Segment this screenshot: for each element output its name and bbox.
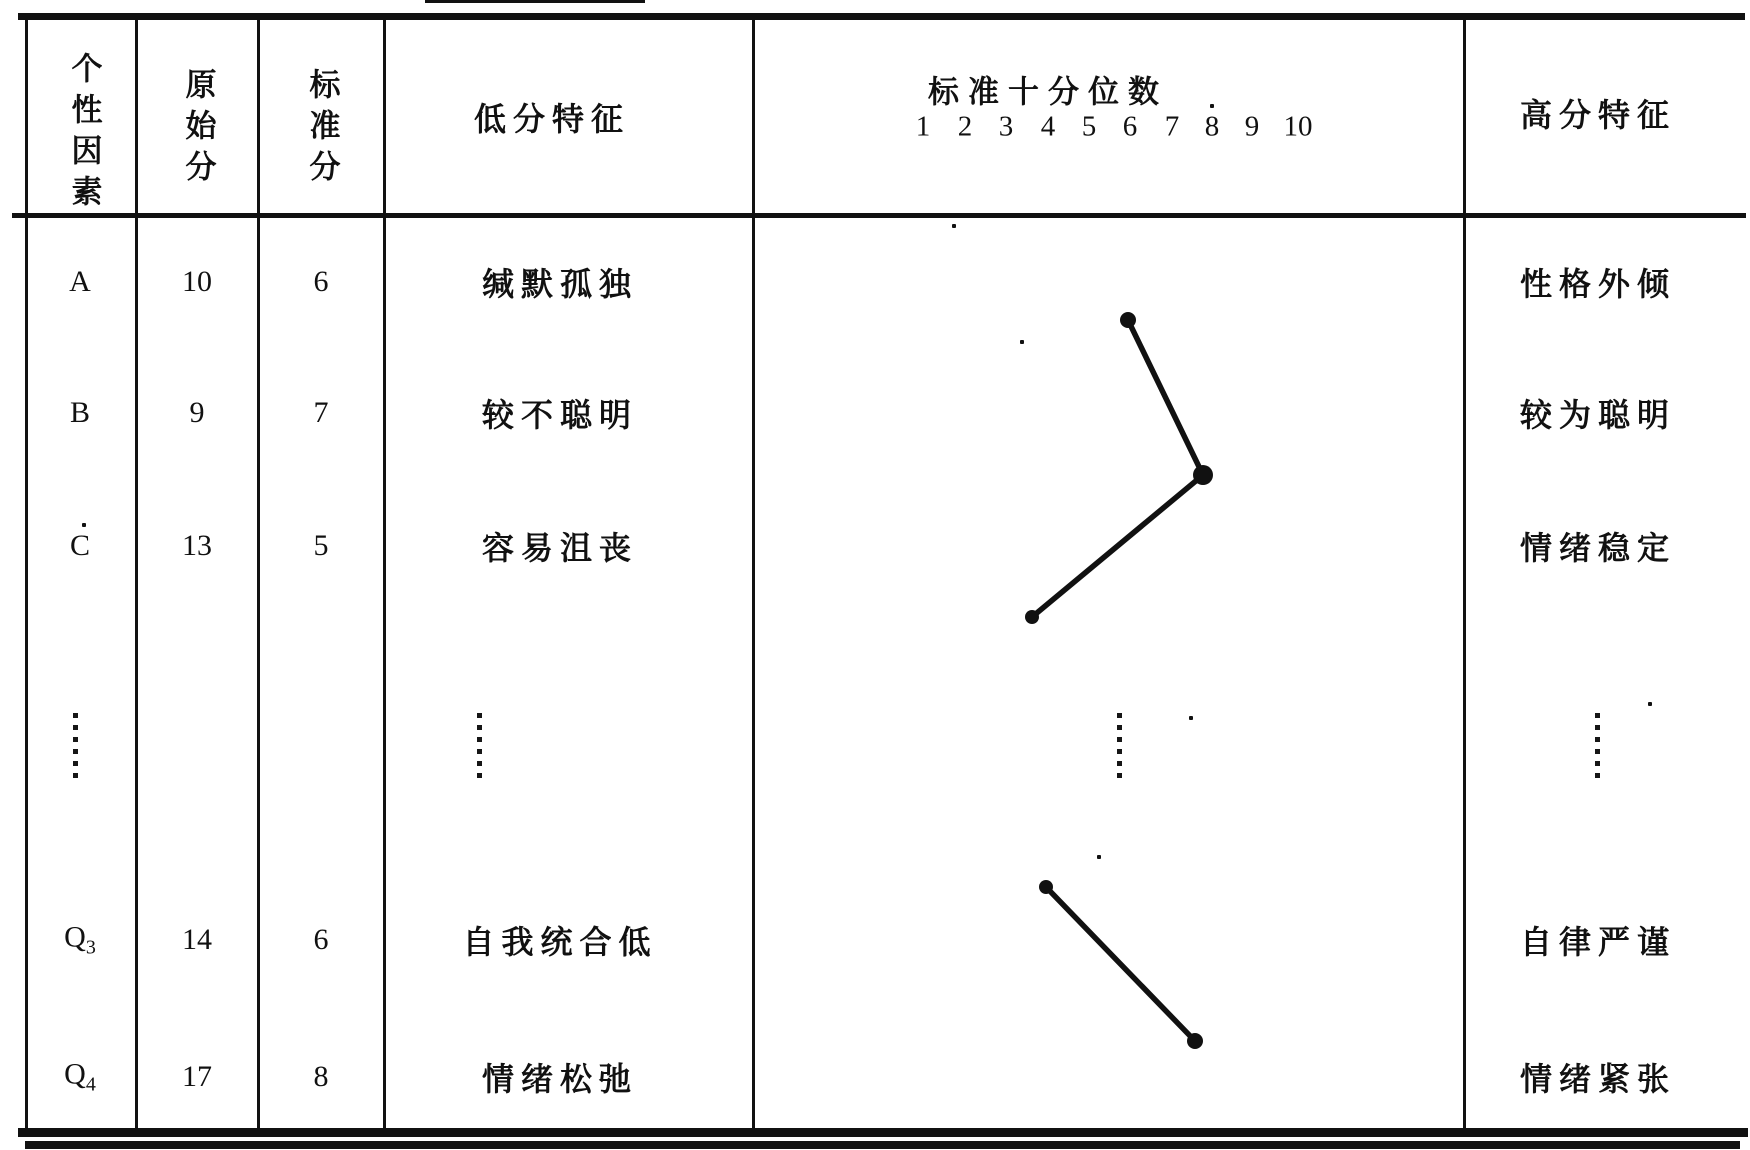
cell-raw-score: 10 (182, 265, 212, 298)
cell-factor-label: A (69, 265, 91, 298)
header-raw-score: 原始分 (180, 68, 216, 191)
sten-tick-label: 5 (1081, 110, 1097, 143)
cell-high-trait: 性格外倾 (1519, 266, 1677, 302)
cell-raw-score: 13 (182, 529, 212, 562)
cell-high-trait: 情绪稳定 (1519, 530, 1677, 566)
scan-speck (1210, 104, 1214, 108)
profile-segment-bottom (1046, 887, 1195, 1041)
data-point-marker-Q3 (1039, 880, 1053, 894)
data-point-marker-Q4 (1187, 1033, 1203, 1049)
sten-tick-label: 1 (915, 110, 931, 143)
scan-speck (1097, 855, 1101, 859)
cell-factor-label: $Q_4$ (64, 1057, 96, 1096)
data-point-marker-A (1120, 312, 1136, 328)
header-factor: 个性因素 (66, 52, 102, 216)
cell-high-trait: 较为聪明 (1519, 397, 1677, 433)
data-point-marker-C (1025, 610, 1039, 624)
data-point-marker-B (1193, 465, 1213, 485)
cell-low-trait: 缄默孤独 (481, 266, 639, 302)
cell-raw-score: 9 (189, 396, 205, 429)
cell-high-trait: 自律严谨 (1519, 924, 1677, 960)
sten-tick-label: 3 (998, 110, 1014, 143)
profile-segment-top (1032, 320, 1203, 617)
sten-tick-label: 10 (1283, 110, 1313, 143)
cell-low-trait: 情绪松弛 (481, 1061, 639, 1097)
header-high-trait: 高分特征 (1519, 97, 1677, 133)
cell-standard-score: 8 (313, 1060, 329, 1093)
cell-standard-score: 6 (313, 923, 329, 956)
scan-speck (82, 523, 86, 527)
cell-factor-label: C (69, 529, 91, 562)
sten-tick-label: 6 (1122, 110, 1138, 143)
cell-raw-score: 14 (182, 923, 212, 956)
scan-speck (1020, 340, 1024, 344)
sten-tick-label: 2 (957, 110, 973, 143)
sten-tick-label: 9 (1244, 110, 1260, 143)
cell-low-trait: 较不聪明 (481, 397, 639, 433)
cell-standard-score: 5 (313, 529, 329, 562)
cell-standard-score: 7 (313, 396, 329, 429)
cell-factor-label: $Q_3$ (64, 920, 96, 959)
scan-speck (1648, 702, 1652, 706)
cell-low-trait: 自我统合低 (462, 924, 658, 960)
cell-high-trait: 情绪紧张 (1519, 1061, 1677, 1097)
header-standard-score: 标准分 (304, 68, 340, 191)
scan-speck (1189, 716, 1193, 720)
scan-speck (952, 224, 956, 228)
header-low-trait: 低分特征 (473, 101, 631, 137)
cell-factor-label: B (69, 396, 91, 429)
cell-low-trait: 容易沮丧 (481, 530, 639, 566)
sten-tick-label: 7 (1164, 110, 1180, 143)
cell-raw-score: 17 (182, 1060, 212, 1093)
sten-tick-label: 4 (1040, 110, 1056, 143)
header-sten-axis-title: 标准十分位数 (928, 74, 1168, 110)
cell-standard-score: 6 (313, 265, 329, 298)
sten-tick-label: 8 (1204, 110, 1220, 143)
